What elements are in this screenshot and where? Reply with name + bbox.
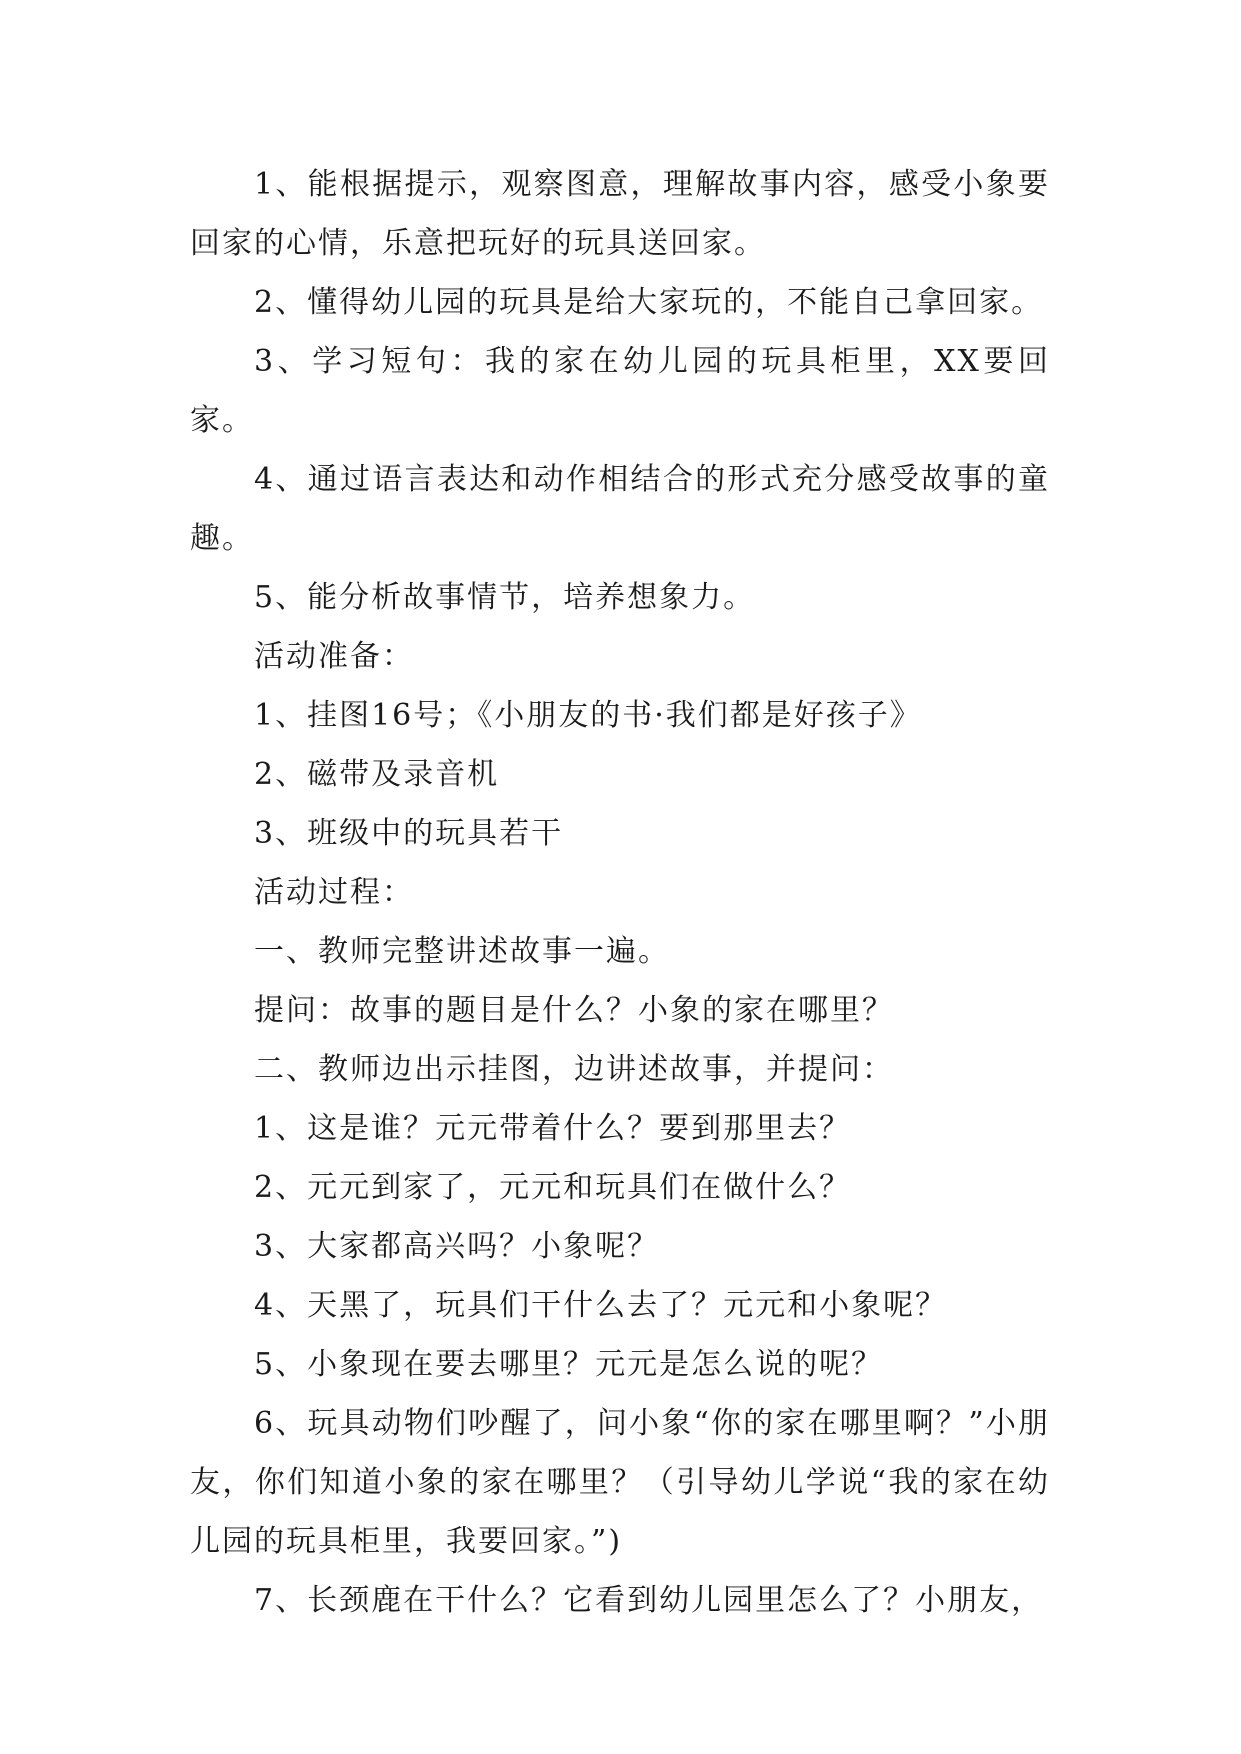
- section-heading-preparation: 活动准备：: [254, 639, 414, 674]
- paragraph-q-6: 6、玩具动物们吵醒了，问小象“你的家在哪里啊？”小朋友，你们知道小象的家在哪里？（引导幼儿学说“我的家在幼儿园的玩具柜里，我要回家。”): [190, 1406, 1050, 1559]
- paragraph-q-1: 1、这是谁？元元带着什么？要到那里去？: [254, 1111, 852, 1146]
- paragraph-goal-3: 3、学习短句：我的家在幼儿园的玩具柜里，XX要回家。: [190, 344, 1050, 438]
- section-heading-process: 活动过程：: [254, 875, 414, 910]
- paragraph-q-2: 2、元元到家了，元元和玩具们在做什么？: [254, 1170, 852, 1205]
- paragraph-q-5: 5、小象现在要去哪里？元元是怎么说的呢？: [254, 1347, 884, 1382]
- paragraph-step-1: 一、教师完整讲述故事一遍。: [254, 934, 670, 969]
- paragraph-prep-3: 3、班级中的玩具若干: [254, 816, 564, 851]
- paragraph-goal-1: 1、能根据提示，观察图意，理解故事内容，感受小象要回家的心情，乐意把玩好的玩具送回家。: [190, 167, 1050, 261]
- paragraph-q-3: 3、大家都高兴吗？小象呢？: [254, 1229, 660, 1264]
- paragraph-prep-2: 2、磁带及录音机: [254, 757, 500, 792]
- paragraph-question: 提问：故事的题目是什么？小象的家在哪里？: [254, 993, 894, 1028]
- paragraph-q-4: 4、天黑了，玩具们干什么去了？元元和小象呢？: [254, 1288, 948, 1323]
- paragraph-goal-4: 4、通过语言表达和动作相结合的形式充分感受故事的童趣。: [190, 462, 1050, 556]
- paragraph-goal-5: 5、能分析故事情节，培养想象力。: [254, 580, 756, 615]
- document-body: [190, 155, 1050, 1630]
- paragraph-goal-2: 2、懂得幼儿园的玩具是给大家玩的，不能自己拿回家。: [254, 285, 1044, 320]
- paragraph-q-7: 7、长颈鹿在干什么？它看到幼儿园里怎么了？小朋友，: [254, 1583, 1044, 1618]
- paragraph-prep-1: 1、挂图16号；《小朋友的书·我们都是好孩子》: [254, 698, 922, 733]
- paragraph-step-2: 二、教师边出示挂图，边讲述故事，并提问：: [254, 1052, 894, 1087]
